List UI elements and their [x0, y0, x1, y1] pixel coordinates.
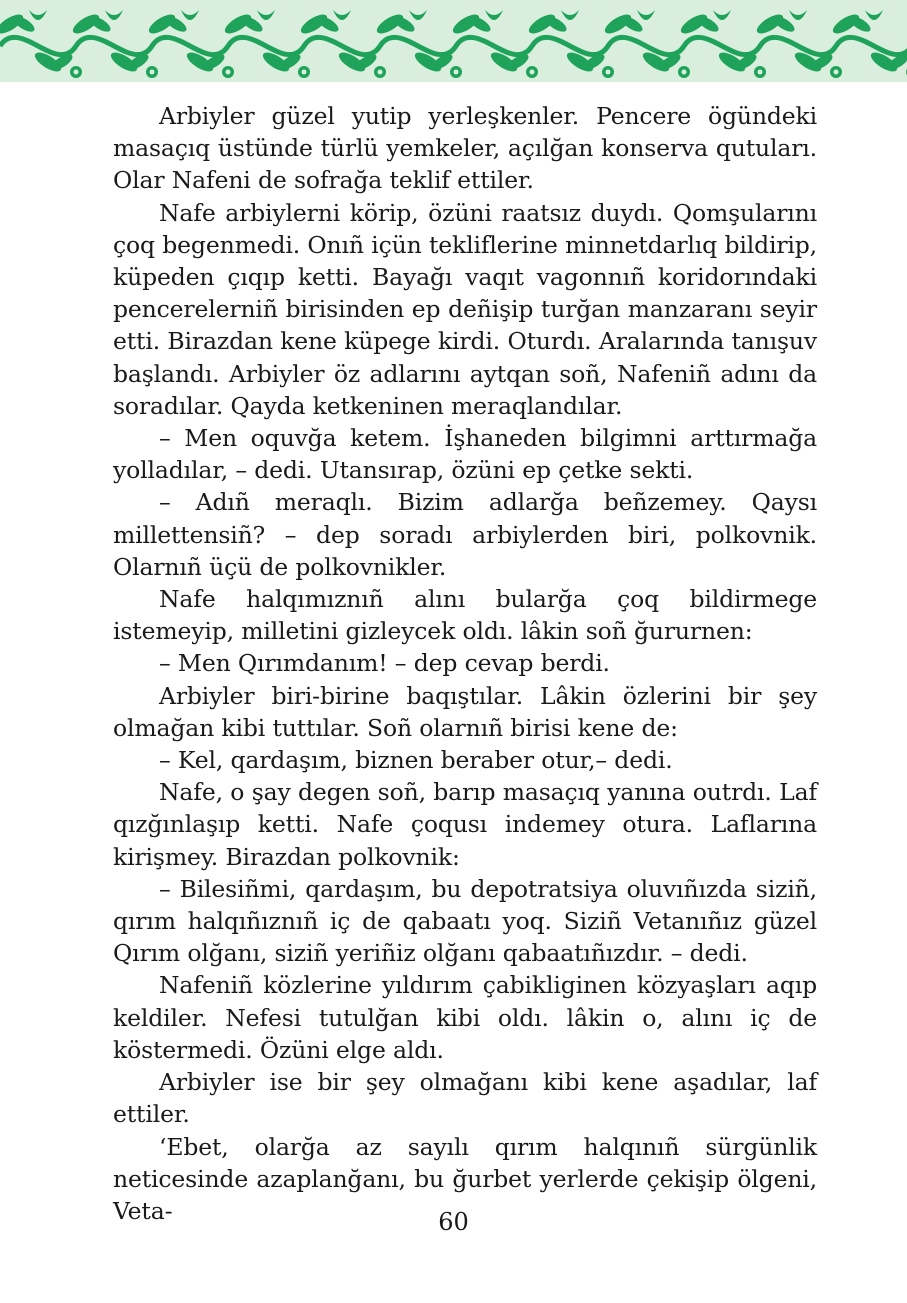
paragraph: Nafe halqımıznıñ alını bularğa çoq bildirmege istemeyip, milletini gizleycek oldı. lâkin soñ ğururnen:: [113, 585, 817, 646]
body-text: [113, 100, 817, 1227]
paragraph: Arbiyler ise bir şey olmağanı kibi kene aşadılar, laf ettiler.: [113, 1068, 817, 1129]
floral-ornament-icon: [0, 0, 907, 82]
paragraph: Nafe arbiylerni körip, özüni raatsız duydı. Qomşularını çoq begenmedi. Onıñ içün tekliflerine minnetdarlıq bildirip, küpeden çıqıp ketti. Bayağı vaqıt vagonnıñ koridorındaki pencerelerniñ birisinden ep deñişip turğan manzaranı seyir etti. Birazdan kene küpege kirdi. Oturdı. Aralarında tanışuv başlandı. Arbiyler öz adlarını aytqan soñ, Nafeniñ adını da soradılar. Qayda ketkeninen meraqlandılar.: [113, 198, 817, 420]
paragraph: Nafe, o şay degen soñ, barıp masaçıq yanına outrdı. Laf qızğınlaşıp ketti. Nafe çoqusı indemey otura. Laflarına kirişmey. Birazdan polkovnik:: [113, 778, 817, 871]
paragraph: Arbiyler biri-birine baqıştılar. Lâkin özlerini bir şey olmağan kibi tuttılar. Soñ olarnıñ birisi kene de:: [113, 681, 817, 742]
paragraph: – Adıñ meraqlı. Bizim adlarğa beñzemey. Qaysı millettensiñ? – dep soradı arbiylerden biri, polkovnik. Olarnıñ üçü de polkovnikler.: [113, 488, 817, 581]
paragraph: Nafeniñ közlerine yıldırım çabikliginen közyaşları aqıp keldiler. Nefesi tutulğan kibi oldı. lâkin o, alını iç de köstermedi. Özüni elge aldı.: [113, 971, 817, 1064]
paragraph: – Bilesiñmi, qardaşım, bu depotratsiya oluvıñızda siziñ, qırım halqıñıznıñ iç de qabaatı yoq. Siziñ Vetanıñız güzel Qırım olğanı, siziñ yeriñiz olğanı qabaatıñızdır. – dedi.: [113, 874, 817, 968]
page-number: 60: [438, 1208, 469, 1236]
paragraph: – Men oquvğa ketem. İşhaneden bilgimni arttırmağa yolladılar, – dedi. Utansırap, özüni ep çetke sekti.: [113, 424, 817, 485]
paragraph: – Kel, qardaşım, biznen beraber otur,– dedi.: [159, 746, 673, 775]
decorative-header-banner: [0, 0, 907, 82]
paragraph: – Men Qırımdanım! – dep cevap berdi.: [159, 649, 610, 678]
paragraph: Arbiyler güzel yutip yerleşkenler. Pencere ögündeki masaçıq üstünde türlü yemkeler, açılğan konserva qutuları. Olar Nafeni de sofrağa teklif ettiler.: [113, 102, 817, 195]
paragraph: ‘Ebet, olarğa az sayılı qırım halqınıñ sürgünlik neticesinde azaplanğanı, bu ğurbet yerlerde çekişip ölgeni, Veta-: [113, 1132, 817, 1225]
